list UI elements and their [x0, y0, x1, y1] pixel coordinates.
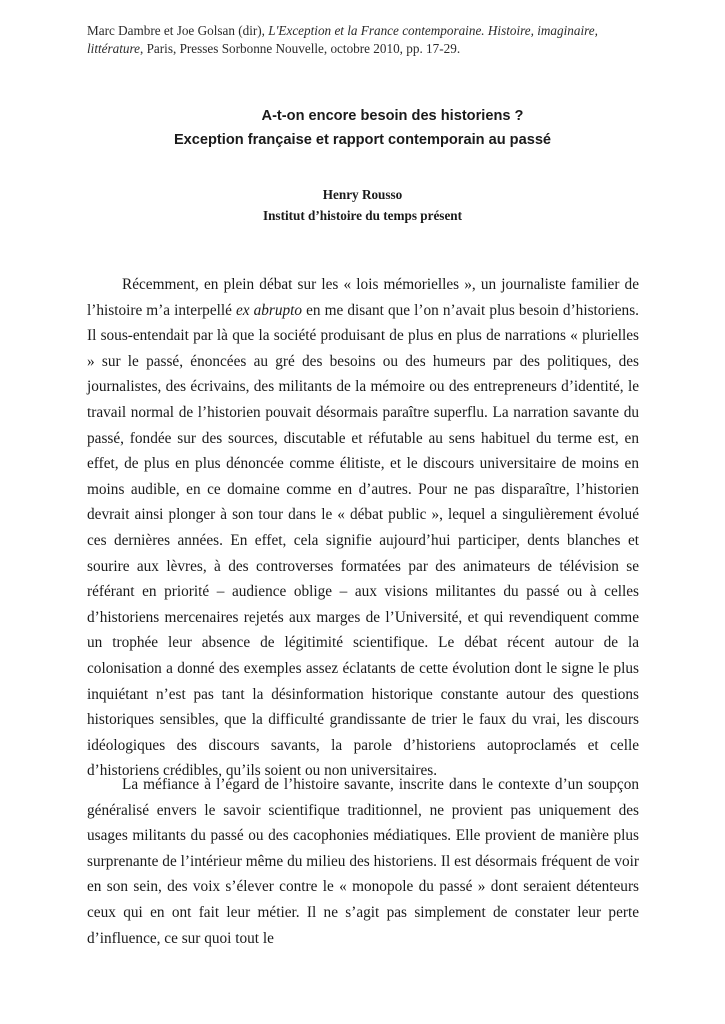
author-block — [0, 184, 725, 226]
author-name: Henry Rousso — [322, 187, 403, 202]
article-title — [0, 104, 725, 152]
title-line-1: A-t-on encore besoin des historiens ? — [261, 108, 524, 124]
title-line-2: Exception française et rapport contemporain au passé — [173, 132, 552, 148]
citation-header — [87, 22, 647, 58]
citation-book-title: L'Exception et la France contemporaine. Histoire, imaginaire, littérature — [87, 23, 598, 56]
paragraph-1-part-a: Récemment, en plein débat sur les « lois mémorielles », un journaliste familier de l’histoire m’a interpellé — [87, 276, 639, 319]
paragraph-1-emphasis: ex abrupto — [235, 301, 303, 319]
paragraph-1 — [87, 272, 639, 784]
citation-authors: Marc Dambre et Joe Golsan (dir), — [87, 23, 269, 38]
author-institution: Institut d’histoire du temps présent — [262, 208, 463, 223]
paragraph-1-part-b: en me disant que l’on n’avait plus besoin d’historiens. Il sous-entendait par là que la société produisant de plus en plus de narrations « plurielles » sur le passé, énoncées au gré des besoins ou des humeurs par des politiques, des journalistes, des écrivains, des militants de la mémoire ou des entrepreneurs d’identité, le travail normal de l’historien pouvait désormais paraître superflu. La narration savante du passé, fondée sur des sources, discutable et réfutable au sens habituel du terme est, en effet, de plus en plus dénoncée comme élitiste, et le discours universitaire de moins en moins audible, en ce domaine comme en d’autres. Pour ne pas disparaître, l’historien devrait ainsi plonger à son tour dans le « débat public », lequel a singulièrement évolué ces dernières années. En effet, cela signifie aujourd’hui participer, dents blanches et sourire aux lèvres, à des controverses formatées par des animateurs de télévision se référant en priorité – audience oblige – aux visions militantes du passé ou à celles d’historiens mercenaires rejetés aux marges de l’Université, et qui revendiquent comme un trophée leur absence de légitimité scientifique. Le débat récent autour de la colonisation a donné des exemples assez éclatants de cette évolution dont le signe le plus inquiétant n’est pas tant la désinformation historique constante autour des questions historiques sensibles, que la difficulté grandissante de trier le faux du vrai, les discours idéologiques des discours savants, la parole d’historiens autoproclamés et celle d’historiens crédibles, qu’ils soient ou non universitaires. — [87, 301, 639, 780]
citation-publisher: , Paris, Presses Sorbonne Nouvelle, octobre 2010, pp. 17-29. — [140, 41, 461, 56]
paragraph-2: La méfiance à l’égard de l’histoire savante, inscrite dans le contexte d’un soupçon généralisé envers le savoir scientifique traditionnel, ne provient pas uniquement des usages militants du passé ou des cacophonies médiatiques. Elle provient de manière plus surprenante de l’intérieur même du milieu des historiens. Il est désormais fréquent de voir en son sein, des voix s’élever contre le « monopole du passé » dont seraient détenteurs ceux qui en ont fait leur métier. Il ne s’agit pas simplement de constater leur perte d’influence, ce sur quoi tout le — [87, 776, 639, 947]
